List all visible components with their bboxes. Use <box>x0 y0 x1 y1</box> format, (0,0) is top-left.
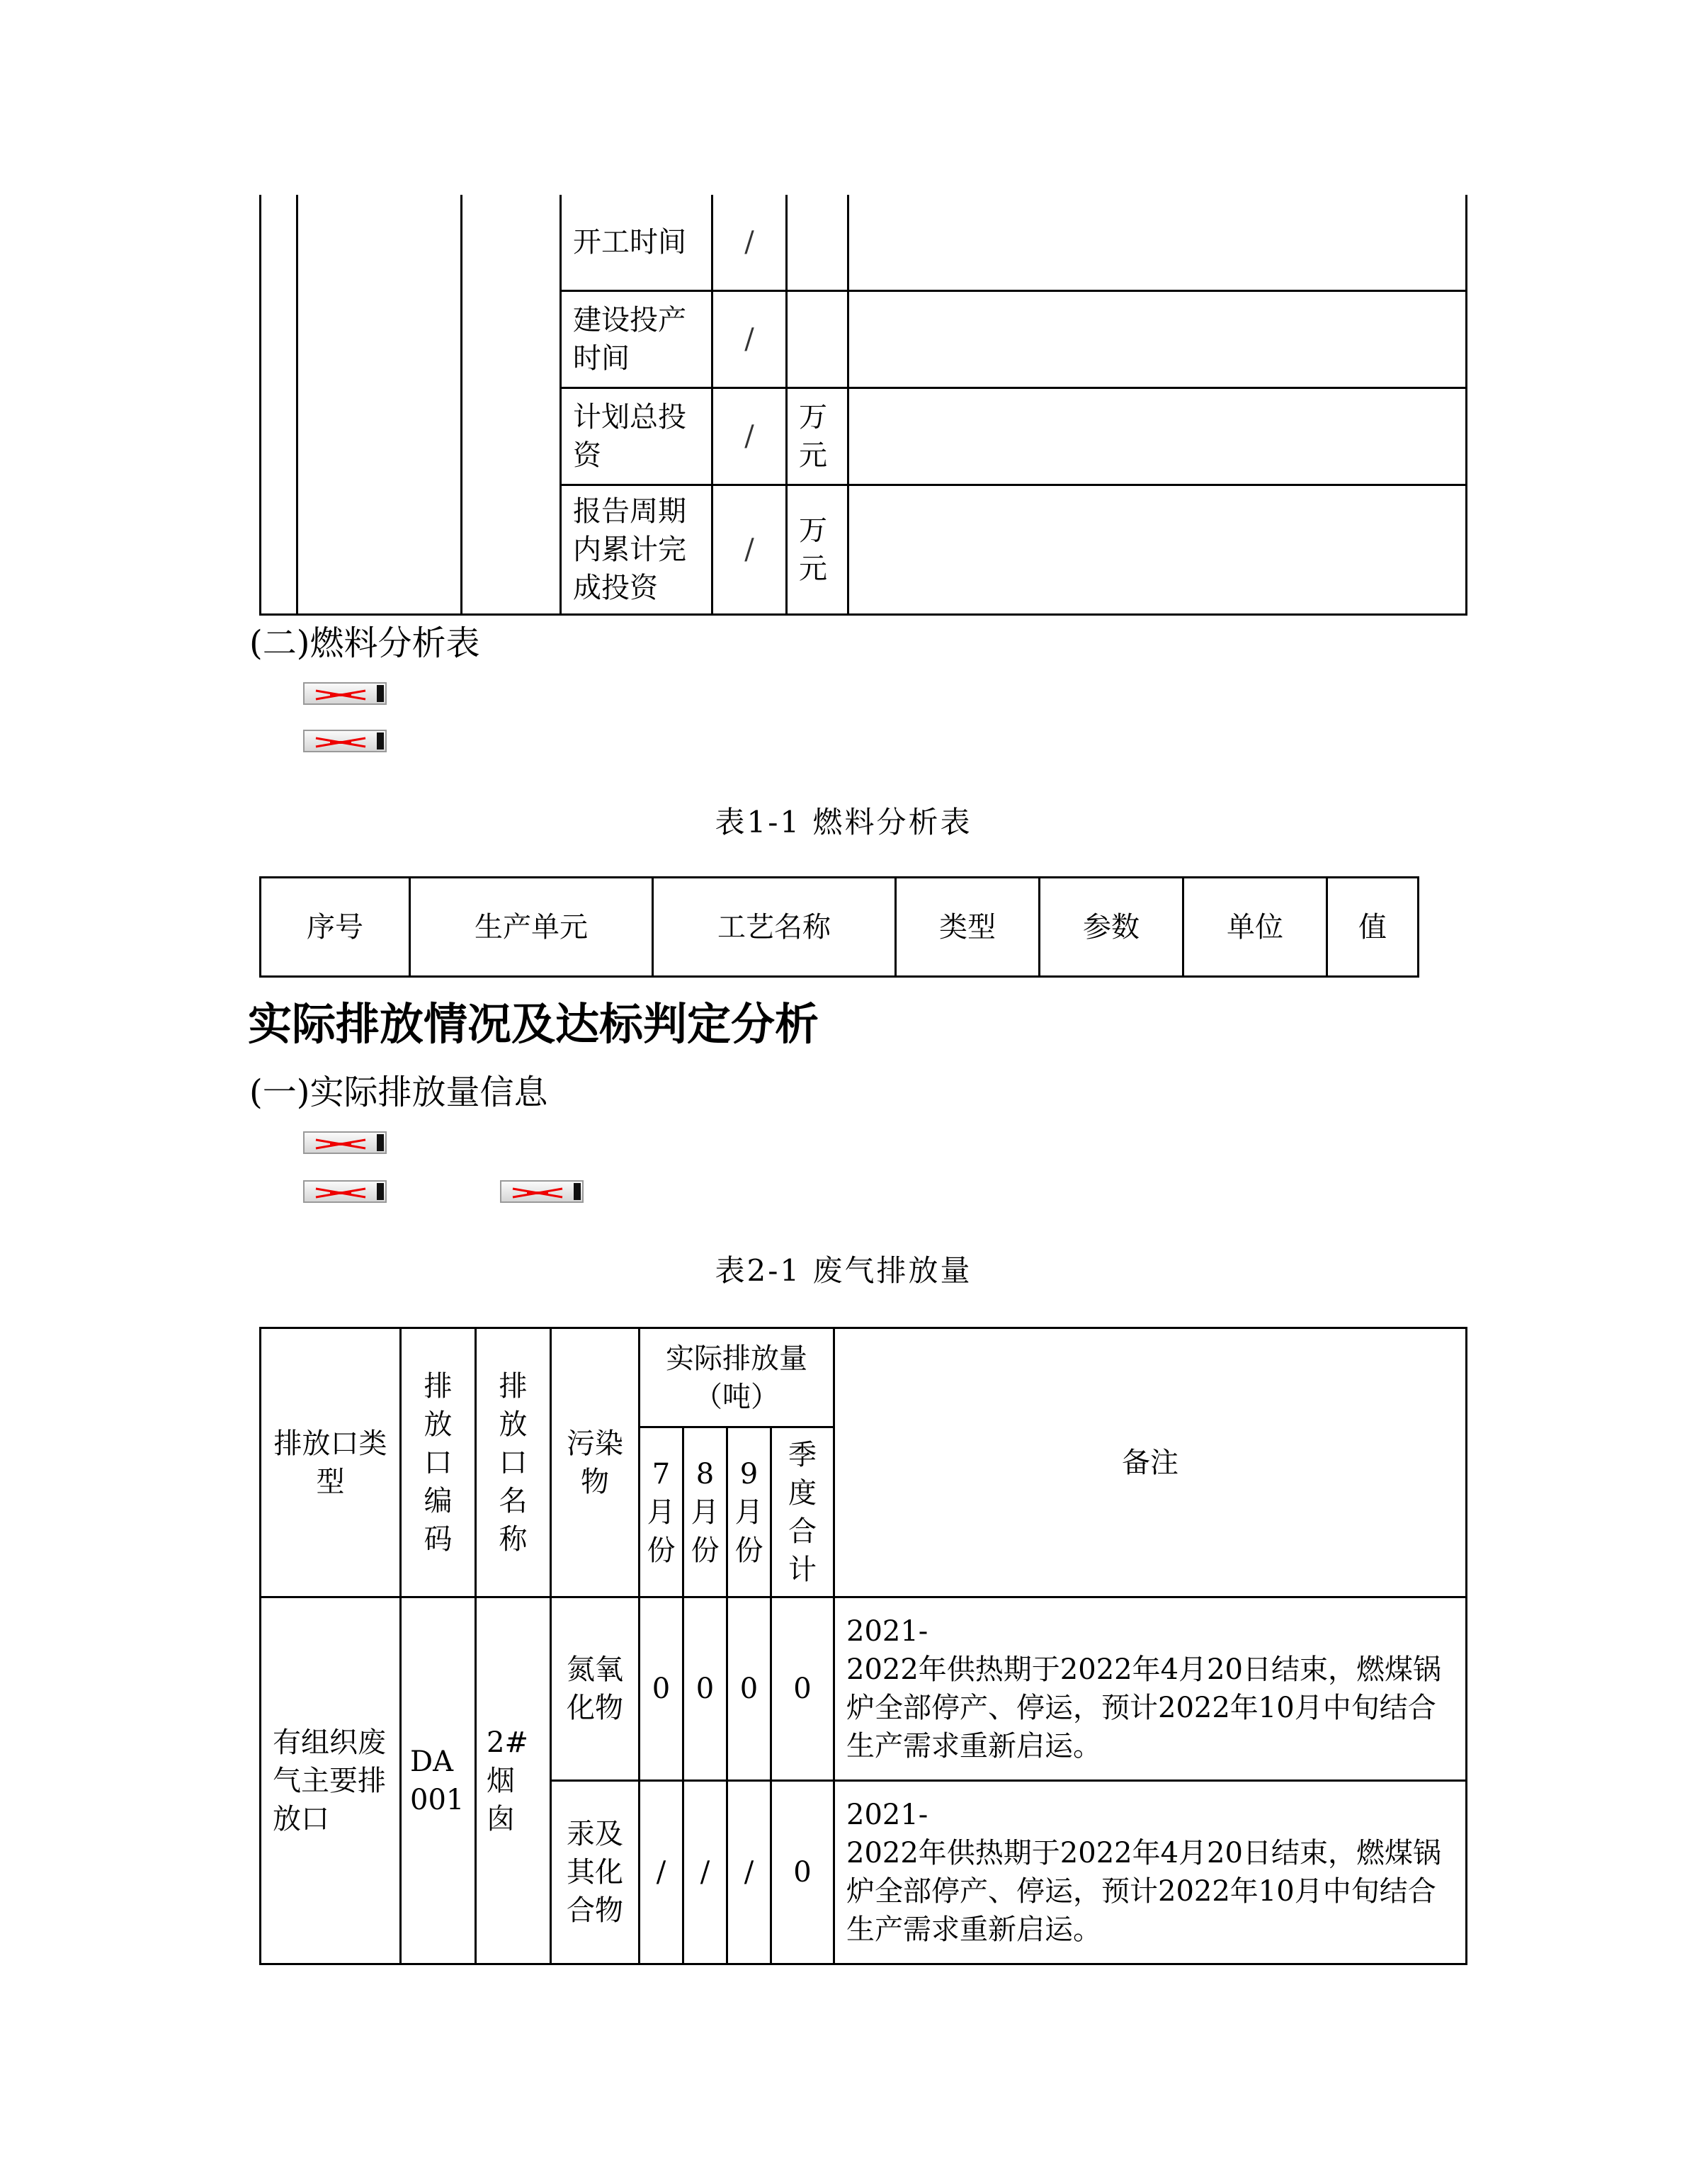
row-value: / <box>712 388 787 485</box>
column-header <box>640 1427 683 1597</box>
table-caption-fuel: 表1-1 燃料分析表 <box>715 805 972 839</box>
value-cell: 0 <box>683 1597 727 1781</box>
table-cell <box>462 195 561 615</box>
pollutant-cell: 氮氧化物 <box>551 1597 640 1781</box>
row-value: / <box>712 485 787 615</box>
table-row <box>261 195 1467 291</box>
table-header-row <box>261 878 1419 977</box>
header-text: 9月份 <box>734 1457 763 1567</box>
column-header: 序号 <box>261 878 410 977</box>
row-unit: 万元 <box>787 485 848 615</box>
exhaust-emission-table <box>259 1327 1467 1965</box>
remark-cell <box>834 1597 1467 1781</box>
remark-text: 2021- <box>846 1615 928 1648</box>
header-text: 8月份 <box>691 1457 720 1567</box>
row-value: / <box>712 195 787 291</box>
header-text: 排放口名称 <box>499 1369 528 1556</box>
header-text: 排放口编码 <box>424 1369 453 1556</box>
table-row <box>261 1597 1467 1781</box>
pollutant-cell: 汞及其化合物 <box>551 1781 640 1964</box>
row-unit <box>787 291 848 388</box>
remark-text: 2022年供热期于2022年4月20日结束，燃煤锅炉全部停产、停运，预计2022年10月中旬结合生产需求重新启运。 <box>846 1653 1441 1763</box>
value-cell: / <box>727 1781 771 1964</box>
chapter-title: 实际排放情况及达标判定分析 <box>248 998 819 1050</box>
section-heading-fuel: (二)燃料分析表 <box>249 623 480 663</box>
remark-text: 2021- <box>846 1799 928 1831</box>
remark-cell <box>834 1781 1467 1964</box>
row-remark <box>848 195 1467 291</box>
column-header: 值 <box>1327 878 1419 977</box>
section-heading-emission: (一)实际排放量信息 <box>249 1073 548 1112</box>
column-header: 排放口类型 <box>261 1328 401 1597</box>
column-header: 单位 <box>1183 878 1327 977</box>
row-remark <box>848 485 1467 615</box>
table-caption-emission: 表2-1 废气排放量 <box>715 1253 972 1288</box>
column-header <box>401 1328 476 1597</box>
outlet-code-cell: DA001 <box>401 1597 476 1964</box>
project-info-table <box>259 195 1467 616</box>
header-text: 季度合计 <box>788 1438 817 1586</box>
column-header <box>727 1427 771 1597</box>
broken-image-icon <box>303 1180 387 1203</box>
row-label: 报告周期内累计完成投资 <box>561 485 712 615</box>
row-label: 开工时间 <box>561 195 712 291</box>
row-unit <box>787 195 848 291</box>
outlet-type-cell: 有组织废气主要排放口 <box>261 1597 401 1964</box>
row-unit: 万元 <box>787 388 848 485</box>
column-header: 实际排放量（吨） <box>640 1328 834 1427</box>
remark-text: 2022年供热期于2022年4月20日结束，燃煤锅炉全部停产、停运，预计2022年10月中旬结合生产需求重新启运。 <box>846 1837 1441 1946</box>
broken-image-icon <box>303 730 387 752</box>
row-remark <box>848 291 1467 388</box>
row-label: 计划总投资 <box>561 388 712 485</box>
value-cell: / <box>640 1781 683 1964</box>
row-remark <box>848 388 1467 485</box>
column-header: 参数 <box>1040 878 1183 977</box>
row-label: 建设投产时间 <box>561 291 712 388</box>
column-header <box>771 1427 834 1597</box>
table-cell <box>261 195 297 615</box>
broken-image-icon <box>303 1131 387 1154</box>
fuel-analysis-table <box>259 876 1419 978</box>
broken-image-icon <box>303 682 387 705</box>
column-header <box>683 1427 727 1597</box>
column-header: 工艺名称 <box>653 878 896 977</box>
table-cell <box>297 195 462 615</box>
outlet-name-cell: 2#烟囱 <box>476 1597 551 1964</box>
table-header-row <box>261 1328 1467 1427</box>
column-header: 备注 <box>834 1328 1467 1597</box>
value-cell: 0 <box>727 1597 771 1781</box>
value-cell: / <box>683 1781 727 1964</box>
row-value: / <box>712 291 787 388</box>
column-header: 污染物 <box>551 1328 640 1597</box>
value-cell: 0 <box>771 1597 834 1781</box>
column-header <box>476 1328 551 1597</box>
column-header: 类型 <box>896 878 1040 977</box>
broken-image-icon <box>500 1180 584 1203</box>
value-cell: 0 <box>640 1597 683 1781</box>
header-text: 7月份 <box>647 1457 676 1567</box>
column-header: 生产单元 <box>410 878 653 977</box>
value-cell: 0 <box>771 1781 834 1964</box>
